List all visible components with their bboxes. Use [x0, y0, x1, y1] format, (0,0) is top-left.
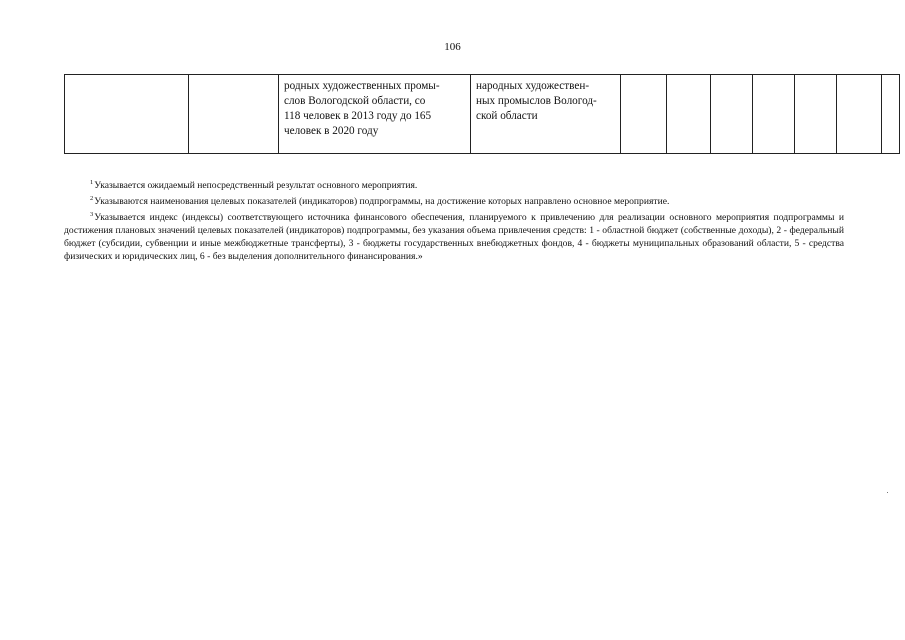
footnote-mark: 2 [90, 195, 94, 202]
table-cell-5 [621, 75, 667, 154]
footnotes [64, 176, 844, 263]
table-cell-9 [795, 75, 837, 154]
scan-speck [887, 492, 888, 493]
table-cell-1 [65, 75, 189, 154]
footnote-mark: 1 [90, 179, 94, 186]
table-row [65, 75, 900, 154]
page-number: 106 [444, 41, 461, 53]
table-cell-10 [837, 75, 882, 154]
indicator-cell [471, 75, 621, 154]
footnote-text: Указываются наименования целевых показателей (индикаторов) подпрограммы, на достижение которых направлено основное мероприятие. [94, 196, 670, 207]
indicator-line: народных художествен- [476, 80, 590, 92]
indicator-line: ской области [476, 110, 538, 122]
footnote-3 [64, 208, 844, 263]
table-cell-7 [711, 75, 753, 154]
activity-line: человек в 2020 году [284, 125, 379, 137]
indicator-line: ных промыслов Вологод- [476, 95, 597, 107]
footnote-mark: 3 [90, 211, 94, 218]
footnote-1 [64, 176, 844, 192]
table-cell-2 [189, 75, 279, 154]
activity-line: слов Вологодской области, со [284, 95, 426, 107]
footnote-text: Указывается индекс (индексы) соответствующего источника финансового обеспечения, планируемого к привлечению для реализации основного мероприятия подпрограммы и достижения плановых значений целевых показателей (индикаторов) подпрограммы, без указания объема привлечения средств: 1 - областной бюджет (собственные доходы), 2 - федеральный бюджет (субсидии, субвенции и иные межбюджетные трансферты), 3 - бюджеты государственных внебюджетных фондов, 4 - бюджеты муниципальных образований области, 5 - средства физических и юридических лиц, 6 - без выделения дополнительного финансирования.» [64, 212, 844, 262]
activity-line: родных художественных промы- [284, 80, 440, 92]
footnote-text: Указывается ожидаемый непосредственный результат основного мероприятия. [94, 180, 418, 191]
table-cell-8 [753, 75, 795, 154]
activity-line: 118 человек в 2013 году до 165 [284, 110, 432, 122]
activity-result-cell [279, 75, 471, 154]
footnote-2 [64, 192, 844, 208]
program-table [64, 74, 900, 154]
table-cell-11 [882, 75, 900, 154]
table-cell-6 [667, 75, 711, 154]
